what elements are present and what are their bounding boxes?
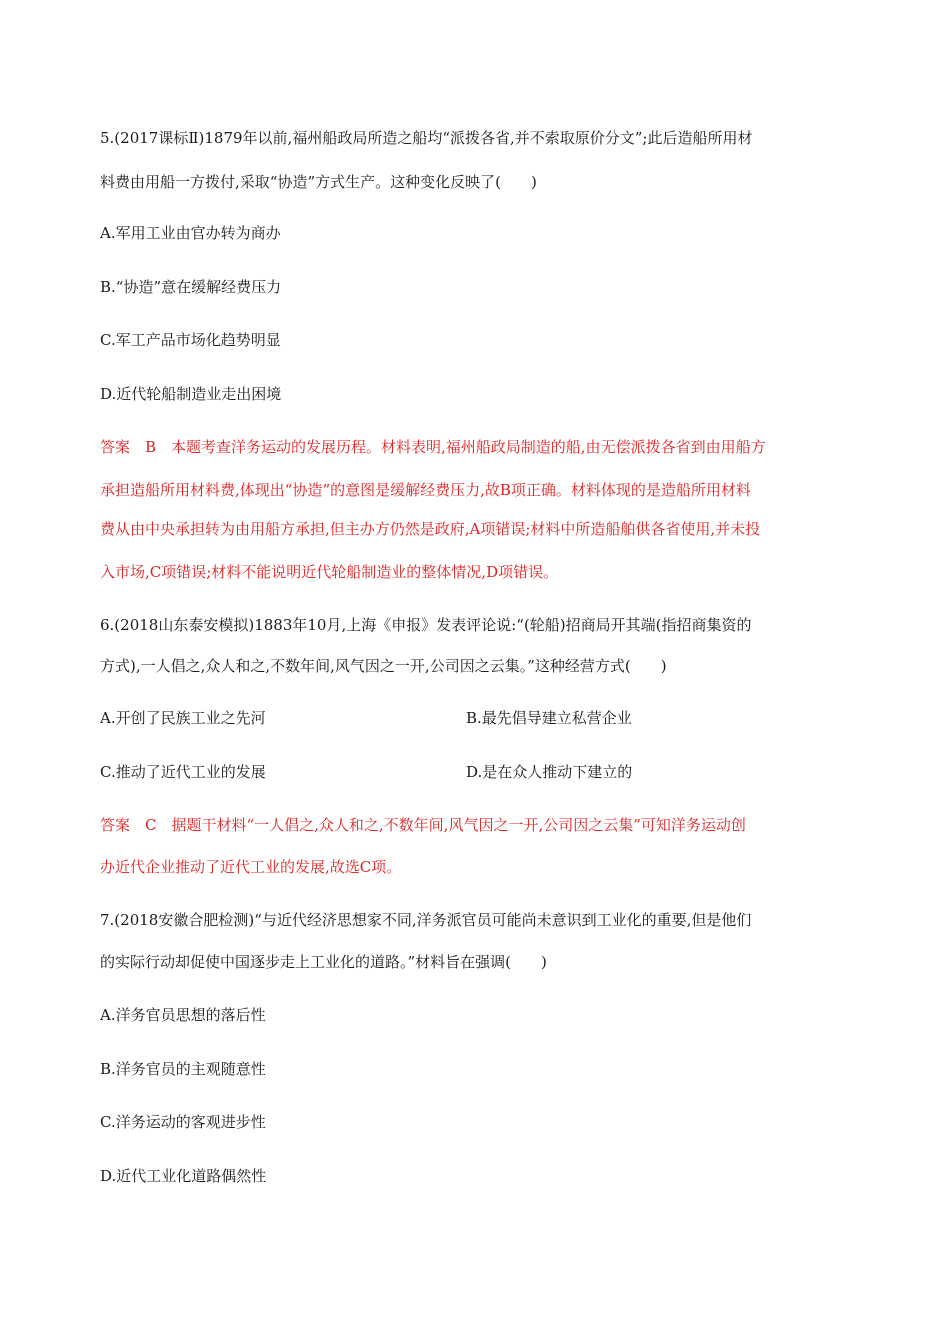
q7-option-d: D.近代工业化道路偶然性 (100, 1167, 267, 1185)
q5-answer-line-1: 答案 B 本题考查洋务运动的发展历程。材料表明,福州船政局制造的船,由无偿派拨各省到由用船方 (100, 438, 766, 456)
q6-options-row-1 (100, 708, 860, 728)
q6-option-d: D.是在众人推动下建立的 (466, 763, 633, 781)
q5-stem-line-2: 料费由用船一方拨付,采取“协造”方式生产。这种变化反映了( ) (100, 173, 537, 191)
q7-stem-line-1: 7.(2018安徽合肥检测)“与近代经济思想家不同,洋务派官员可能尚未意识到工业化的重要,但是他们 (100, 911, 752, 929)
q5-stem-line-1: 5.(2017课标Ⅱ)1879年以前,福州船政局所造之船均“派拨各省,并不索取原价分文”;此后造船所用材 (100, 129, 753, 147)
q7-option-c: C.洋务运动的客观进步性 (100, 1113, 266, 1131)
q6-option-c: C.推动了近代工业的发展 (100, 763, 266, 781)
q6-stem-line-2: 方式),一人倡之,众人和之,不数年间,风气因之一开,公司因之云集。”这种经营方式( ) (100, 657, 667, 675)
q6-options-row-2 (100, 762, 860, 782)
q6-option-b: B.最先倡导建立私营企业 (466, 709, 632, 727)
q7-option-a: A.洋务官员思想的落后性 (100, 1006, 266, 1024)
q7-option-b: B.洋务官员的主观随意性 (100, 1060, 266, 1078)
q5-option-b: B.“协造”意在缓解经费压力 (100, 278, 282, 296)
q6-option-a: A.开创了民族工业之先河 (100, 709, 266, 727)
q5-option-d: D.近代轮船制造业走出困境 (100, 385, 282, 403)
q5-option-c: C.军工产品市场化趋势明显 (100, 331, 281, 349)
q7-stem-line-2: 的实际行动却促使中国逐步走上工业化的道路。”材料旨在强调( ) (100, 953, 547, 971)
q6-answer-line-1: 答案 C 据题干材料“一人倡之,众人和之,不数年间,风气因之一开,公司因之云集”可知洋务运动创 (100, 816, 746, 834)
q5-option-a: A.军用工业由官办转为商办 (100, 224, 281, 242)
q5-answer-line-3: 费从由中央承担转为由用船方承担,但主办方仍然是政府,A项错误;材料中所造船舶供各省使用,并未投 (100, 520, 761, 538)
q6-answer-line-2: 办近代企业推动了近代工业的发展,故选C项。 (100, 858, 402, 876)
q5-answer-line-4: 入市场,C项错误;材料不能说明近代轮船制造业的整体情况,D项错误。 (100, 563, 559, 581)
q5-answer-line-2: 承担造船所用材料费,体现出“协造”的意图是缓解经费压力,故B项正确。材料体现的是造船所用材料 (100, 481, 751, 499)
q6-stem-line-1: 6.(2018山东泰安模拟)1883年10月,上海《申报》发表评论说:“(轮船)招商局开其端(指招商集资的 (100, 616, 752, 634)
